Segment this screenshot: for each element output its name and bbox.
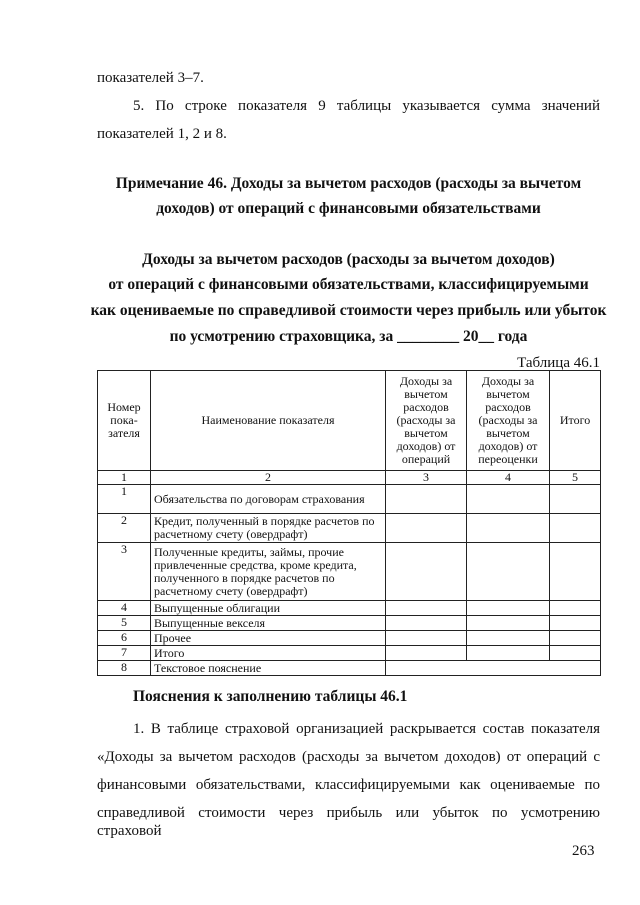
row-cell-revaluation[interactable] — [467, 631, 550, 646]
row-cell-total[interactable] — [550, 616, 601, 631]
row-number: 5 — [98, 616, 151, 631]
table-label: Таблица 46.1 — [517, 355, 600, 371]
row-cell-total[interactable] — [550, 631, 601, 646]
row-number: 7 — [98, 646, 151, 661]
header-total: Итого — [550, 371, 601, 471]
row-name: Обязательства по договорам страхования — [151, 485, 386, 514]
row-cell-ops[interactable] — [386, 485, 467, 514]
table-row — [98, 631, 601, 646]
explanation-line-4: справедливой стоимости через прибыль или убыток по усмотрению страховой — [97, 805, 600, 839]
table-row — [98, 661, 601, 676]
table-title-line-4: по усмотрению страховщика, за ________ 20__ года — [169, 328, 528, 345]
explanation-line-3: финансовыми обязательствами, классифицируемыми как оцениваемые по — [97, 777, 600, 793]
table-title-line-1: Доходы за вычетом расходов (расходы за вычетом доходов) — [142, 251, 555, 268]
row-cell-ops[interactable] — [386, 543, 467, 601]
row-cell-total[interactable] — [550, 485, 601, 514]
row-cell-revaluation[interactable] — [467, 646, 550, 661]
row-number: 2 — [98, 514, 151, 543]
table-row — [98, 601, 601, 616]
row-name: Полученные кредиты, займы, прочие привлеченные средства, кроме кредита, полученного в порядке расчетов по расчетному счету (овердрафт) — [151, 543, 386, 601]
col-num-5: 5 — [550, 471, 601, 485]
row-cell-ops[interactable] — [386, 514, 467, 543]
explanation-line-1: 1. В таблице страховой организацией раскрывается состав показателя — [133, 721, 600, 737]
row-cell-total[interactable] — [550, 514, 601, 543]
explanation-line-2: «Доходы за вычетом расходов (расходы за вычетом доходов) от операций с — [97, 749, 600, 765]
row-name: Итого — [151, 646, 386, 661]
header-ops: Доходы за вычетом расходов (расходы за вычетом доходов) от операций — [386, 371, 467, 471]
table-row — [98, 543, 601, 601]
note-title-line-1: Примечание 46. Доходы за вычетом расходов (расходы за вычетом — [115, 175, 582, 192]
row-number: 4 — [98, 601, 151, 616]
row-cell-ops[interactable] — [386, 601, 467, 616]
intro-line-2: 5. По строке показателя 9 таблицы указывается сумма значений — [133, 98, 600, 114]
intro-line-3: показателей 1, 2 и 8. — [97, 126, 227, 142]
row-name: Прочее — [151, 631, 386, 646]
intro-line-1: показателей 3–7. — [97, 70, 204, 86]
table-title-line-2: от операций с финансовыми обязательствами, классифицируемыми — [108, 276, 589, 293]
row-cell-revaluation[interactable] — [467, 514, 550, 543]
table-row — [98, 485, 601, 514]
row-name: Кредит, полученный в порядке расчетов по расчетному счету (овердрафт) — [151, 514, 386, 543]
header-name: Наименование показателя — [151, 371, 386, 471]
row-number: 6 — [98, 631, 151, 646]
col-num-1: 1 — [98, 471, 151, 485]
table-header-row — [98, 371, 601, 471]
row-cell-revaluation[interactable] — [467, 616, 550, 631]
row-number: 3 — [98, 543, 151, 601]
row-name: Выпущенные облигации — [151, 601, 386, 616]
page-number: 263 — [572, 843, 595, 859]
row-cell-ops[interactable] — [386, 631, 467, 646]
note-title-line-2: доходов) от операций с финансовыми обязательствами — [156, 200, 541, 217]
row-name: Текстовое пояснение — [151, 661, 386, 676]
row-cell-ops[interactable] — [386, 616, 467, 631]
col-num-4: 4 — [467, 471, 550, 485]
row-cell-revaluation[interactable] — [467, 485, 550, 514]
table-row — [98, 646, 601, 661]
col-num-3: 3 — [386, 471, 467, 485]
row-cell-total[interactable] — [550, 543, 601, 601]
header-revaluation: Доходы за вычетом расходов (расходы за вычетом доходов) от переоценки — [467, 371, 550, 471]
column-number-row — [98, 471, 601, 485]
indicators-table — [97, 370, 601, 676]
row-cell-revaluation[interactable] — [467, 543, 550, 601]
row-name: Выпущенные векселя — [151, 616, 386, 631]
row-number: 8 — [98, 661, 151, 676]
row-cell-total[interactable] — [550, 601, 601, 616]
table-title-line-3: как оцениваемые по справедливой стоимости через прибыль или убыток — [90, 302, 607, 319]
col-num-2: 2 — [151, 471, 386, 485]
header-number: Номер пока-зателя — [98, 371, 151, 471]
row-number: 1 — [98, 485, 151, 514]
table-row — [98, 514, 601, 543]
row-cell-ops[interactable] — [386, 646, 467, 661]
row-cell-text-explanation[interactable] — [386, 661, 601, 676]
row-cell-revaluation[interactable] — [467, 601, 550, 616]
row-cell-total[interactable] — [550, 646, 601, 661]
explanations-heading: Пояснения к заполнению таблицы 46.1 — [133, 688, 408, 705]
table-row — [98, 616, 601, 631]
